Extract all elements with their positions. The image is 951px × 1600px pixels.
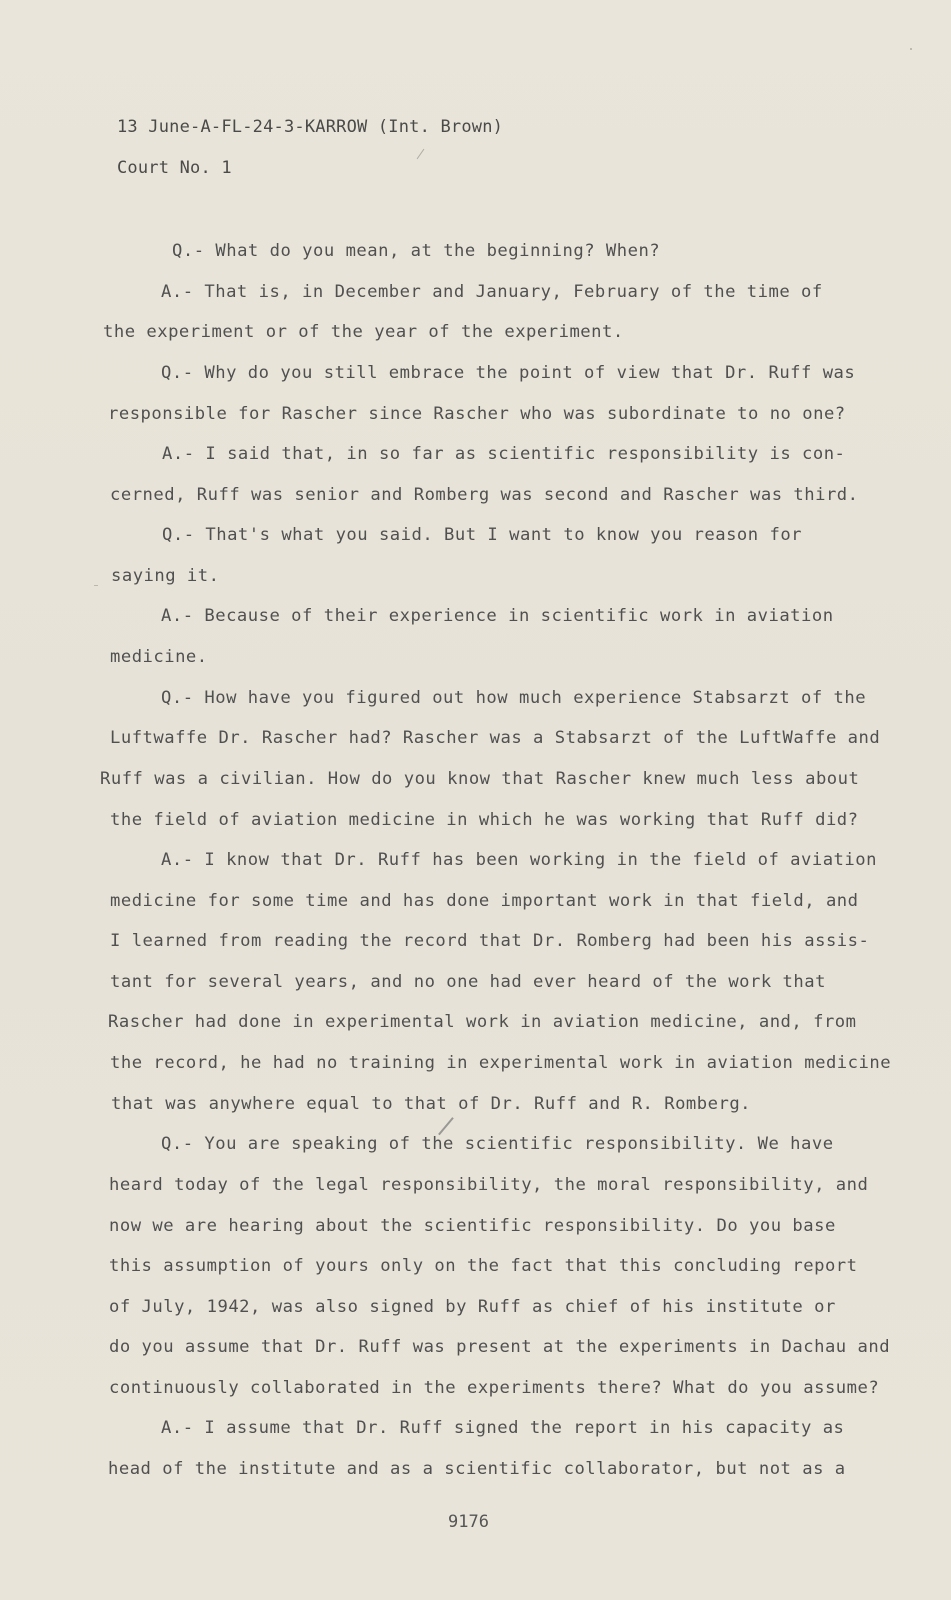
transcript-line: I learned from reading the record that Dr. Romberg had been his assis-	[110, 931, 870, 951]
transcript-line: A.- Because of their experience in scientific work in aviation	[161, 606, 834, 626]
transcript-line: heard today of the legal responsibility, the moral responsibility, and	[109, 1175, 869, 1195]
case-reference: 13 June-A-FL-24-3-KARROW (Int. Brown)	[117, 117, 504, 137]
pencil-mark	[417, 149, 425, 159]
transcript-line: the field of aviation medicine in which he was working that Ruff did?	[110, 810, 859, 830]
transcript-line: now we are hearing about the scientific responsibility. Do you base	[109, 1216, 836, 1236]
transcript-line: A.- I said that, in so far as scientific responsibility is con-	[162, 444, 846, 464]
transcript-line: of July, 1942, was also signed by Ruff as chief of his institute or	[109, 1297, 836, 1317]
transcript-line: the experiment or of the year of the experiment.	[103, 322, 624, 342]
transcript-line: A.- I assume that Dr. Ruff signed the report in his capacity as	[161, 1418, 845, 1438]
transcript-line: cerned, Ruff was senior and Romberg was second and Rascher was third.	[110, 485, 859, 505]
pencil-mark	[438, 1117, 453, 1135]
pencil-mark	[94, 585, 98, 586]
transcript-line: Ruff was a civilian. How do you know that Rascher knew much less about	[100, 769, 860, 789]
transcript-line: head of the institute and as a scientific collaborator, but not as a	[108, 1459, 846, 1479]
transcript-line: A.- I know that Dr. Ruff has been working in the field of aviation	[161, 850, 877, 870]
transcript-line: continuously collaborated in the experiments there? What do you assume?	[109, 1378, 880, 1398]
transcript-line: that was anywhere equal to that of Dr. Ruff and R. Romberg.	[111, 1094, 752, 1114]
pencil-mark	[910, 48, 912, 50]
transcript-line: medicine.	[110, 647, 208, 667]
transcript-line: Q.- Why do you still embrace the point of view that Dr. Ruff was	[161, 363, 856, 383]
court-number: Court No. 1	[117, 158, 232, 178]
transcript-line: Q.- How have you figured out how much experience Stabsarzt of the	[161, 688, 867, 708]
transcript-line: tant for several years, and no one had ever heard of the work that	[110, 972, 826, 992]
transcript-line: Rascher had done in experimental work in aviation medicine, and, from	[108, 1012, 857, 1032]
transcript-line: Q.- You are speaking of the scientific responsibility. We have	[161, 1134, 834, 1154]
transcript-line: saying it.	[111, 566, 220, 586]
transcript-line: Luftwaffe Dr. Rascher had? Rascher was a Stabsarzt of the LuftWaffe and	[110, 728, 881, 748]
transcript-line: this assumption of yours only on the fact that this concluding report	[109, 1256, 858, 1276]
page-number: 9176	[448, 1512, 489, 1532]
transcript-line: Q.- What do you mean, at the beginning? When?	[172, 241, 661, 261]
transcript-line: medicine for some time and has done important work in that field, and	[110, 891, 859, 911]
transcript-line: the record, he had no training in experimental work in aviation medicine	[110, 1053, 892, 1073]
transcript-line: do you assume that Dr. Ruff was present at the experiments in Dachau and	[109, 1337, 891, 1357]
transcript-line: A.- That is, in December and January, February of the time of	[161, 282, 823, 302]
transcript-line: Q.- That's what you said. But I want to know you reason for	[162, 525, 803, 545]
transcript-line: responsible for Rascher since Rascher who was subordinate to no one?	[108, 404, 846, 424]
